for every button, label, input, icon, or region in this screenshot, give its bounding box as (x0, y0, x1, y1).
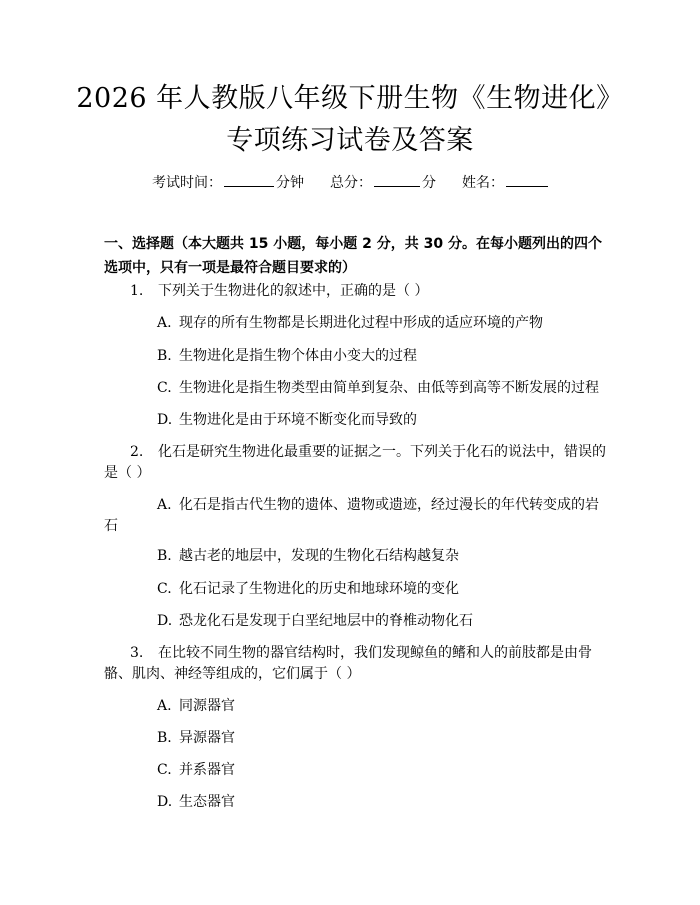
question-2-option-b (157, 546, 459, 566)
option-letter: B. (157, 548, 172, 564)
question-2-option-a-cont: 石 (104, 518, 118, 534)
question-3-text: 在比较不同生物的器官结构时，我们发现鲸鱼的鳍和人的前肢都是由骨 (158, 645, 592, 661)
option-letter: C. (157, 380, 172, 396)
name-blank (506, 172, 548, 187)
option-letter: A. (157, 497, 172, 513)
option-text: 生物进化是指生物个体由小变大的过程 (179, 348, 417, 364)
question-3-stem (130, 643, 592, 663)
question-2-stem (130, 442, 606, 462)
question-2-option-a (157, 495, 599, 515)
question-1-number: 1. (130, 283, 144, 299)
question-3-option-c (157, 760, 235, 780)
option-letter: A. (157, 698, 172, 714)
option-letter: D. (157, 613, 173, 629)
question-2-text: 化石是研究生物进化最重要的证据之一。下列关于化石的说法中，错误的 (158, 444, 606, 460)
exam-info-row (0, 172, 700, 193)
option-letter: D. (157, 794, 173, 810)
name-label: 姓名： (462, 175, 504, 191)
option-letter: C. (157, 762, 172, 778)
question-2-stem-cont: 是（ ） (104, 465, 151, 481)
question-1-option-a (157, 313, 543, 333)
option-text: 越古老的地层中，发现的生物化石结构越复杂 (179, 548, 459, 564)
question-2-option-d (157, 611, 473, 631)
total-score-label: 总分： (330, 175, 372, 191)
option-letter: B. (157, 348, 172, 364)
question-2-number: 2. (130, 444, 144, 460)
option-text: 同源器官 (179, 698, 235, 714)
question-3-option-d (157, 792, 235, 812)
option-letter: A. (157, 315, 172, 331)
total-score-blank (374, 172, 420, 187)
question-3-option-a (157, 696, 235, 716)
option-text: 现存的所有生物都是长期进化过程中形成的适应环境的产物 (179, 315, 543, 331)
exam-time-blank (224, 172, 274, 187)
question-3-number: 3. (130, 645, 144, 661)
option-text: 化石记录了生物进化的历史和地球环境的变化 (179, 581, 459, 597)
question-1-stem (130, 281, 428, 301)
question-3-stem-cont: 骼、肌肉、神经等组成的，它们属于（ ） (104, 666, 361, 682)
document-title-line-2: 专项练习试卷及答案 (226, 125, 474, 156)
total-score-unit: 分 (422, 175, 436, 191)
section-heading: 一、选择题（本大题共 15 小题，每小题 2 分，共 30 分。在每小题列出的四个选项中，只有一项是最符合题目要求的） (104, 236, 602, 276)
option-text: 化石是指古代生物的遗体、遗物或遗迹，经过漫长的年代转变成的岩 (179, 497, 599, 513)
exam-time-label: 考试时间： (152, 175, 222, 191)
option-text: 并系器官 (179, 762, 235, 778)
question-1-option-d (157, 410, 417, 430)
question-1-option-b (157, 346, 417, 366)
option-text: 生态器官 (179, 794, 235, 810)
option-text: 生物进化是指生物类型由简单到复杂、由低等到高等不断发展的过程 (179, 380, 599, 396)
question-1-text: 下列关于生物进化的叙述中，正确的是（ ） (158, 283, 429, 299)
option-letter: C. (157, 581, 172, 597)
document-title-line-1: 2026 年人教版八年级下册生物《生物进化》 (76, 83, 624, 114)
question-3-option-b (157, 728, 235, 748)
option-text: 异源器官 (179, 730, 235, 746)
exam-time-unit: 分钟 (276, 175, 304, 191)
question-1-option-c (157, 378, 599, 398)
option-letter: D. (157, 412, 173, 428)
option-text: 生物进化是由于环境不断变化而导致的 (179, 412, 417, 428)
option-text: 恐龙化石是发现于白垩纪地层中的脊椎动物化石 (179, 613, 473, 629)
question-2-option-c (157, 579, 459, 599)
option-letter: B. (157, 730, 172, 746)
